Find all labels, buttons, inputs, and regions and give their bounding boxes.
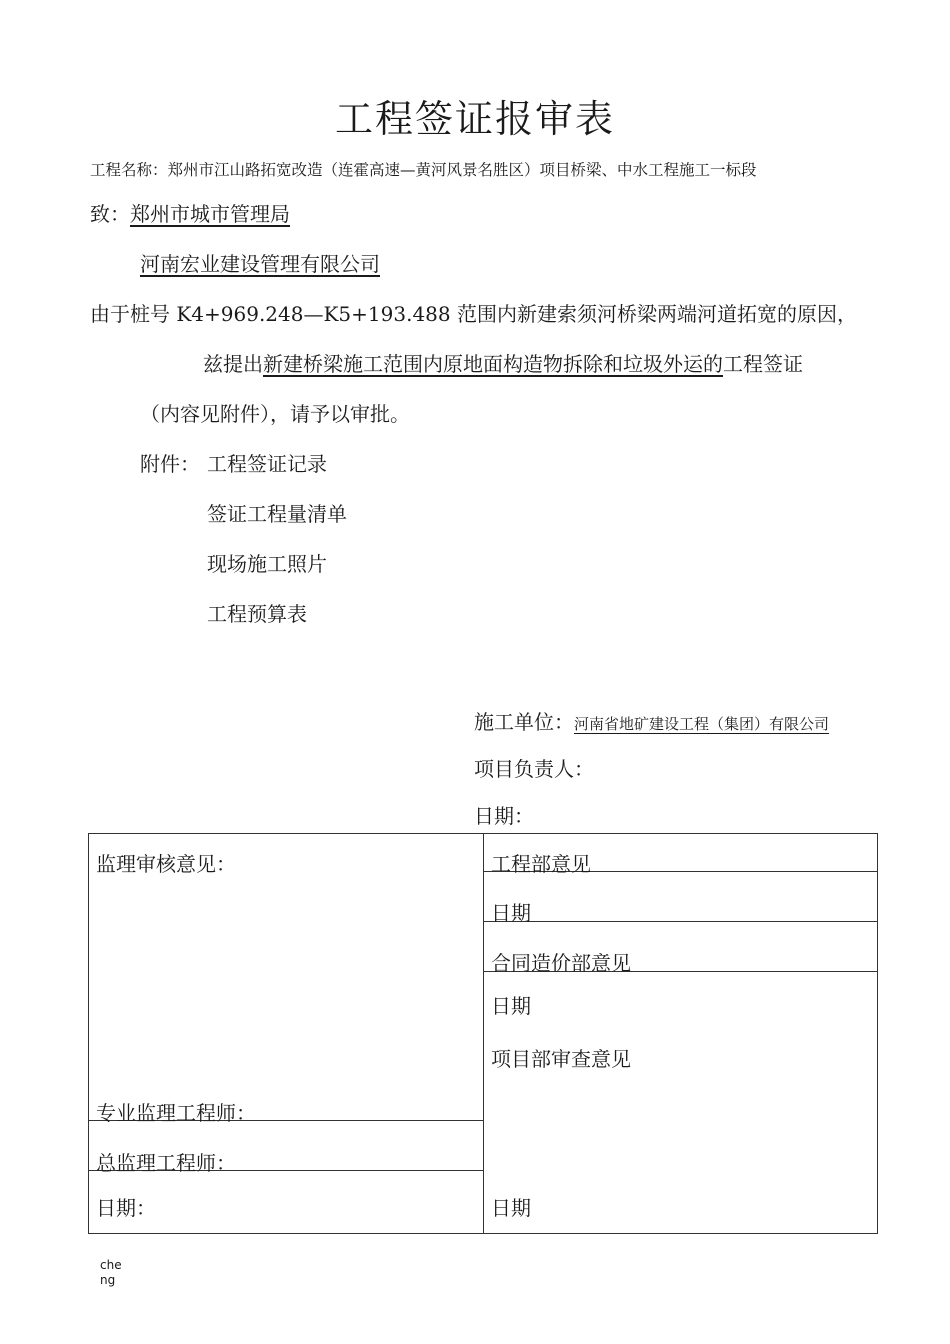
attachment-item: 工程预算表 (207, 602, 307, 626)
engineering-dept-label: 工程部意见 (491, 852, 591, 876)
addressee-primary: 郑州市城市管理局 (130, 202, 290, 226)
signature-date-label: 日期： (474, 804, 534, 828)
construction-unit-label: 施工单位： (474, 710, 574, 734)
attachments-label: 附件： (140, 452, 200, 476)
project-dept-date: 日期 (491, 1196, 531, 1220)
contract-cost-dept-date: 日期 (491, 994, 531, 1018)
attachment-item: 现场施工照片 (207, 552, 327, 576)
professional-engineer-label: 专业监理工程师： (96, 1101, 256, 1125)
addressee-line (90, 198, 290, 227)
engineering-dept-date: 日期 (491, 901, 531, 925)
construction-unit (474, 706, 829, 735)
addressee-prefix: 致： (90, 202, 130, 226)
project-name: 工程名称：郑州市江山路拓宽改造（连霍高速—黄河风景名胜区）项目桥梁、中水工程施工一标段 (90, 161, 757, 179)
project-manager-label: 项目负责人： (474, 757, 594, 781)
chief-engineer-label: 总监理工程师： (96, 1151, 236, 1175)
table-divider (483, 834, 484, 1233)
attachment-item: 签证工程量清单 (207, 502, 347, 526)
body-line-2 (203, 348, 803, 377)
table-divider (484, 921, 877, 922)
body-line-3: （内容见附件），请予以审批。 (140, 402, 410, 426)
footer-note: che ng (100, 1258, 122, 1287)
body-line-2-underlined: 新建桥梁施工范围内原地面构造物拆除和垃圾外运的 (263, 352, 723, 376)
contract-cost-dept-label: 合同造价部意见 (491, 951, 631, 975)
body-line-2-suffix: 工程签证 (723, 352, 803, 376)
supervision-date-label: 日期： (96, 1196, 156, 1220)
attachment-item: 工程签证记录 (207, 452, 327, 476)
addressee-secondary: 河南宏业建设管理有限公司 (140, 252, 380, 276)
project-dept-review-label: 项目部审查意见 (491, 1047, 631, 1071)
approval-table (88, 833, 878, 1234)
supervision-opinion-label: 监理审核意见： (96, 852, 236, 876)
body-line-1: 由于桩号 K4+969.248—K5+193.488 范围内新建索须河桥梁两端河道拓宽的原因， (90, 302, 857, 326)
construction-unit-value: 河南省地矿建设工程（集团）有限公司 (574, 715, 830, 733)
body-line-2-prefix: 兹提出 (203, 352, 263, 376)
document-title: 工程签证报审表 (334, 97, 615, 141)
